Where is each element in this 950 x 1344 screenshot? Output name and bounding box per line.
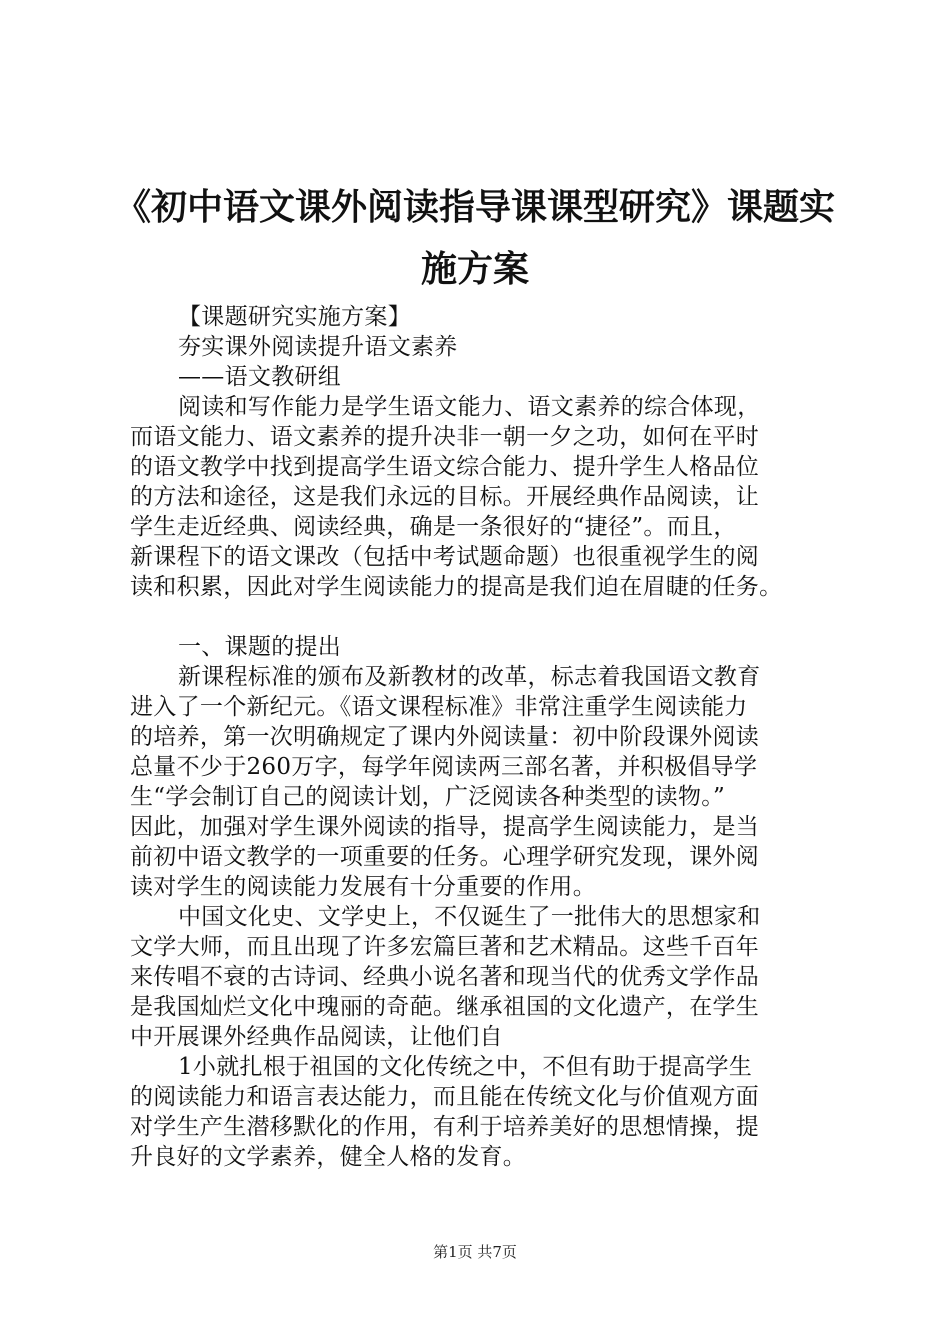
section-label: 【课题研究实施方案】 [178,304,411,330]
paragraph-line: 的培养，第一次明确规定了课内外阅读量：初中阶段课外阅读 [130,724,760,750]
paragraph-line: 的阅读能力和语言表达能力，而且能在传统文化与价值观方面 [130,1084,760,1110]
paragraph-line: 是我国灿烂文化中瑰丽的奇葩。继承祖国的文化遗产，在学生 [130,994,760,1020]
subtitle: 夯实课外阅读提升语文素养 [178,334,458,360]
paragraph-line: 学生走近经典、阅读经典，确是一条很好的“捷径”。而且， [130,514,737,540]
paragraph-line: 总量不少于260万字，每学年阅读两三部名著，并积极倡导学 [130,754,758,780]
paragraph-line: 因此，加强对学生课外阅读的指导，提高学生阅读能力，是当 [130,814,760,840]
paragraph-line: 新课程标准的颁布及新教材的改革，标志着我国语文教育 [178,664,761,690]
paragraph-line: 而语文能力、语文素养的提升决非一朝一夕之功，如何在平时 [130,424,760,450]
document-title-line-2: 施方案 [420,249,529,290]
page-number: 第1页 共7页 [433,1243,517,1261]
section-heading: 一、课题的提出 [178,634,342,660]
paragraph-line: 中开展课外经典作品阅读，让他们自 [130,1024,503,1050]
paragraph-line: 的语文教学中找到提高学生语文综合能力、提升学生人格品位 [130,454,760,480]
document-title-line-1: 《初中语文课外阅读指导课课型研究》课题实 [114,187,835,228]
paragraph-line: 文学大师，而且出现了许多宏篇巨著和艺术精品。这些千百年 [130,934,760,960]
author-line: ——语文教研组 [178,364,342,390]
paragraph-line: 前初中语文教学的一项重要的任务。心理学研究发现，课外阅 [130,844,760,870]
paragraph-line: 新课程下的语文课改（包括中考试题命题）也很重视学生的阅 [130,544,760,570]
paragraph-line: 来传唱不衰的古诗词、经典小说名著和现当代的优秀文学作品 [130,964,760,990]
paragraph-line: 进入了一个新纪元。《语文课程标准》非常注重学生阅读能力 [130,694,748,720]
paragraph-line: 中国文化史、文学史上，不仅诞生了一批伟大的思想家和 [178,904,761,930]
paragraph-line: 阅读和写作能力是学生语文能力、语文素养的综合体现， [178,394,761,420]
paragraph-line: 的方法和途径，这是我们永远的目标。开展经典作品阅读，让 [130,484,760,510]
paragraph-line: 对学生产生潜移默化的作用，有利于培养美好的思想情操，提 [130,1114,760,1140]
paragraph-line: 生“学会制订自己的阅读计划，广泛阅读各种类型的读物。” [130,784,726,810]
paragraph-line: 1小就扎根于祖国的文化传统之中，不但有助于提高学生 [178,1054,753,1080]
paragraph-line: 读对学生的阅读能力发展有十分重要的作用。 [130,874,596,900]
paragraph-line: 升良好的文学素养，健全人格的发育。 [130,1144,527,1170]
paragraph-line: 读和积累，因此对学生阅读能力的提高是我们迫在眉睫的任务。 [130,574,783,600]
